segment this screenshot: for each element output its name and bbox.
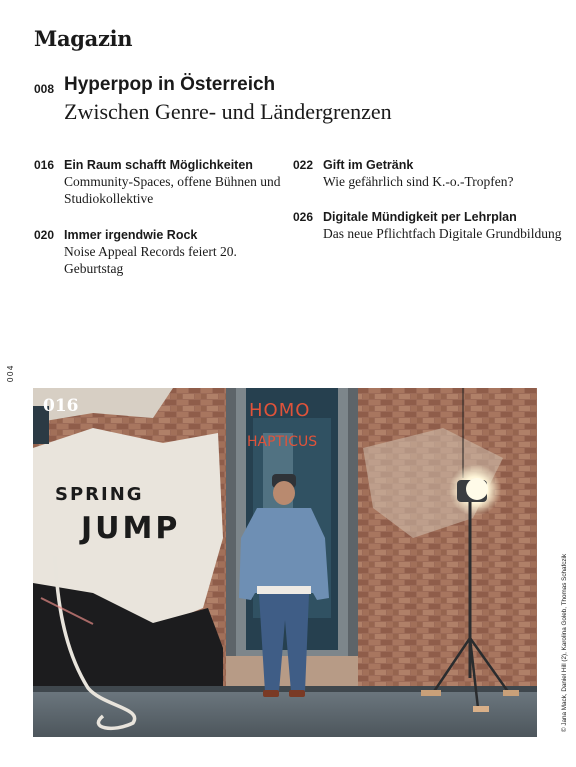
toc-subtitle: Das neue Pflichtfach Digitale Grundbildung [323,226,562,241]
lead-subtitle: Zwischen Genre- und Ländergrenzen [64,99,392,124]
toc-page-number: 016 [34,158,55,172]
photo-page-tag: 016 [43,396,79,416]
page-number: 004 [6,364,15,382]
toc-item[interactable] [293,157,563,190]
door-text-hapticus: HAPTICUS [247,434,318,450]
feature-photo[interactable] [33,388,537,737]
photo-illustration [33,388,537,737]
toc-page-number: 020 [34,228,55,242]
lead-page-number: 008 [34,82,55,96]
toc-title[interactable]: Ein Raum schafft Möglichkeiten [64,158,253,172]
toc-page-number: 022 [293,158,314,172]
photo-credit: © Jana Mack, Daniel Hill (2), Karolina Goleb, Thomas Schafczik [561,553,568,732]
toc-item[interactable] [293,209,563,242]
toc-title[interactable]: Digitale Mündigkeit per Lehrplan [323,210,517,224]
toc-subtitle: Community-Spaces, offene Bühnen und Studiokollektive [64,174,281,206]
toc-subtitle: Wie gefährlich sind K.-o.-Tropfen? [323,174,514,189]
wall-text-jump: JUMP [81,511,181,546]
door-text-homo: HOMO [249,400,311,421]
section-title: Magazin [34,26,133,51]
toc-page-number: 026 [293,210,314,224]
toc-item[interactable] [34,227,284,277]
wall-text-spring: SPRING [55,484,144,505]
toc-item[interactable] [34,157,284,207]
lead-title[interactable]: Hyperpop in Österreich [64,74,276,95]
toc-title[interactable]: Immer irgendwie Rock [64,228,198,242]
toc-title[interactable]: Gift im Getränk [323,158,414,172]
toc-subtitle: Noise Appeal Records feiert 20. Geburtstag [64,244,237,276]
